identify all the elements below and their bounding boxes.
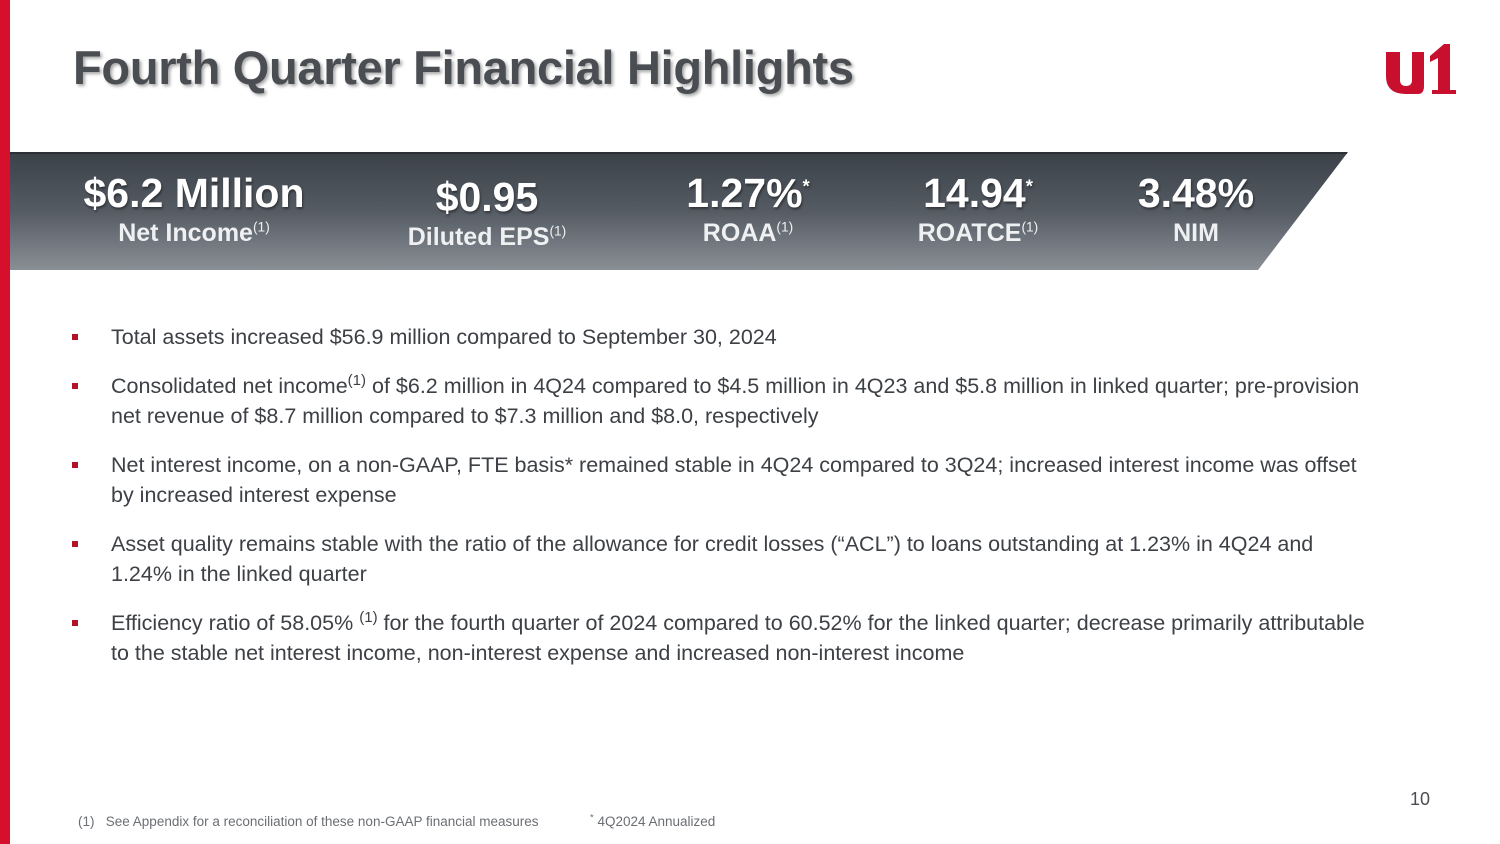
metric-label: NIM: [1173, 219, 1219, 248]
metric-roatce: [898, 170, 1058, 250]
u1-logo: [1384, 42, 1458, 98]
bullet-marker: [72, 462, 78, 468]
footnote-marker: (1): [78, 814, 95, 829]
metric-label: ROAA: [702, 219, 777, 248]
metric-value: $0.95: [435, 174, 539, 220]
bullet-marker: [72, 541, 78, 547]
list-item: Consolidated net income$^{(1)}$ of $6.2 million in 4Q24 compared to $4.5 million in 4Q23 and $5.8 million in linked quarter; pre-provision net revenue of $8.7 million compared to $7.3 million and $8.0, respectively: [68, 371, 1368, 431]
footnote-non-gaap: [78, 814, 539, 829]
bullet-marker: [72, 334, 78, 340]
footnote-ref: (1): [549, 223, 567, 239]
footnote-text: See Appendix for a reconciliation of these non-GAAP financial measures: [105, 814, 539, 829]
metric-value: 1.27%: [686, 170, 803, 216]
footnote-ref: (1): [359, 608, 378, 626]
footnote-text: 4Q2024 Annualized: [597, 814, 716, 829]
annualized-marker: *: [802, 175, 810, 197]
left-accent-bar: [0, 0, 10, 844]
footnote-ref: (1): [252, 219, 270, 235]
footnote-ref: (1): [347, 371, 367, 389]
metric-value: 3.48%: [1137, 170, 1255, 216]
metric-label: Diluted EPS: [407, 223, 550, 252]
footnote-ref: (1): [776, 219, 794, 235]
list-item: Efficiency ratio of 58.05% $^{(1)}$ for the fourth quarter of 2024 compared to 60.52% for the linked quarter; decrease primarily attributable to the stable net interest income, non-interest expense and increased non-interest income: [68, 608, 1368, 668]
footnote-ref: (1): [1021, 219, 1039, 235]
footnote-marker: *: [590, 812, 594, 824]
metric-net-income: [76, 170, 312, 250]
metric-roaa: [668, 170, 828, 250]
footnote-annualized: [590, 814, 715, 829]
annualized-marker: *: [1025, 175, 1033, 197]
bullet-marker: [72, 620, 78, 626]
highlights-list: [68, 322, 1368, 687]
list-item: Asset quality remains stable with the ratio of the allowance for credit losses (“ACL”) to loans outstanding at 1.23% in 4Q24 and 1.24% in the linked quarter: [68, 529, 1368, 589]
list-item: Total assets increased $56.9 million compared to September 30, 2024: [68, 322, 1368, 352]
bullet-marker: [72, 383, 78, 389]
metric-diluted-eps: [392, 174, 582, 254]
page-number: 10: [1410, 789, 1431, 809]
metric-value: $6.2 Million: [83, 170, 305, 216]
list-item: Net interest income, on a non-GAAP, FTE basis* remained stable in 4Q24 compared to 3Q24; increased interest income was offset by increased interest expense: [68, 450, 1368, 510]
metric-label: Net Income: [118, 219, 253, 248]
page-title: Fourth Quarter Financial Highlights: [73, 41, 854, 94]
metric-label: ROATCE: [917, 219, 1022, 248]
metric-value: 14.94: [923, 170, 1026, 216]
metric-nim: [1126, 170, 1266, 250]
